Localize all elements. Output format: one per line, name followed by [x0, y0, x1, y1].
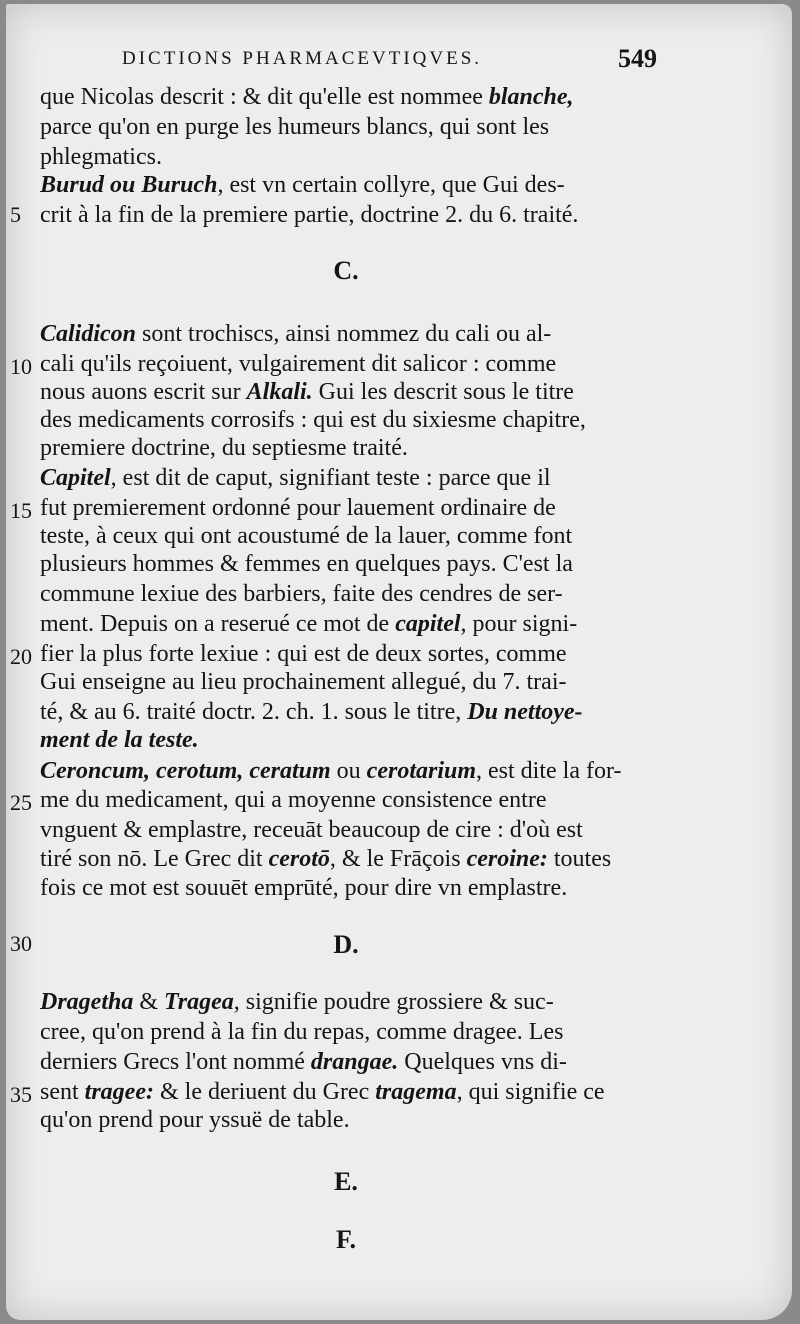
text-line — [40, 667, 660, 699]
margin-number: 20 — [10, 644, 32, 669]
term-text: drangae. — [310, 1049, 399, 1075]
body-text: té, & au 6. traité doctr. 2. ch. 1. sous le titre, — [40, 699, 468, 725]
body-text: Quelques vns di- — [398, 1049, 567, 1075]
body-text: commune lexiue des barbiers, faite des cendres de ser- — [40, 581, 563, 607]
body-text: que Nicolas descrit : & dit qu'elle est nommee — [40, 84, 489, 110]
page-header — [6, 44, 792, 78]
body-text: me du medicament, qui a moyenne consistence entre — [40, 787, 547, 813]
text-line — [40, 785, 660, 817]
text-line — [40, 112, 660, 144]
body-text: premiere doctrine, du septiesme traité. — [40, 435, 408, 461]
body-text: , pour signi- — [460, 611, 578, 637]
section-letter-e: E. — [334, 1167, 358, 1196]
body-text: Gui enseigne au lieu prochainement allegué, du 7. trai- — [40, 669, 567, 695]
body-text: , signifie poudre grossiere & suc- — [233, 989, 554, 1015]
section-letter-d: D. — [333, 930, 359, 959]
text-line — [40, 725, 660, 757]
body-text: fois ce mot est souuēt emprūté, pour dire vn emplastre. — [40, 875, 568, 901]
body-text: plusieurs hommes & femmes en quelques pays. C'est la — [40, 551, 573, 577]
body-text: vnguent & emplastre, receuāt beaucoup de cire : d'où est — [40, 817, 583, 843]
body-text: , est dit de caput, signifiant teste : parce que il — [110, 465, 551, 491]
text-line — [40, 1105, 660, 1137]
body-text: phlegmatics. — [40, 144, 162, 170]
body-text: fut premierement ordonné pour lauement ordinaire de — [40, 495, 556, 521]
term-text: Tragea — [164, 989, 234, 1015]
margin-number: 35 — [10, 1082, 32, 1107]
body-text: fier la plus forte lexiue : qui est de deux sortes, comme — [40, 641, 567, 667]
text-line — [40, 987, 660, 1019]
term-text: capitel — [395, 611, 461, 637]
body-text: nous auons escrit sur — [40, 379, 247, 405]
term-text: ceroine: — [466, 846, 548, 872]
text-line — [40, 756, 660, 788]
body-text: teste, à ceux qui ont acoustumé de la lauer, comme font — [40, 523, 573, 549]
body-text: tiré son nō. Le Grec dit — [40, 846, 269, 872]
text-line — [40, 609, 660, 641]
text-line — [40, 1047, 660, 1079]
body-text: toutes — [547, 846, 612, 872]
term-text: tragee: — [84, 1079, 154, 1105]
body-text: derniers Grecs l'ont nommé — [40, 1049, 311, 1075]
text-line — [40, 1017, 660, 1049]
body-text: crit à la fin de la premiere partie, doctrine 2. du 6. traité. — [40, 202, 579, 228]
text-line — [40, 200, 660, 232]
text-line — [40, 463, 660, 495]
body-text: , est vn certain collyre, que Gui des- — [217, 172, 565, 198]
term-text: Capitel — [40, 465, 111, 491]
body-text: , & le Frāçois — [329, 846, 467, 872]
text-line — [40, 433, 660, 465]
body-text: sent — [40, 1079, 85, 1105]
body-text: cree, qu'on prend à la fin du repas, comme dragee. Les — [40, 1019, 564, 1045]
text-line — [40, 873, 660, 905]
term-text: cerotō — [268, 846, 330, 872]
book-page — [6, 4, 792, 1320]
text-line — [40, 319, 660, 351]
body-text: Gui les descrit sous le titre — [312, 379, 574, 405]
margin-number: 5 — [10, 202, 21, 227]
margin-number: 15 — [10, 498, 32, 523]
term-text: cerotarium — [366, 758, 477, 784]
text-line — [40, 82, 660, 114]
text-line — [40, 815, 660, 847]
body-text: & le deriuent du Grec — [153, 1079, 376, 1105]
term-text: Du nettoye- — [467, 699, 583, 725]
term-text: tragema — [375, 1079, 457, 1105]
body-text: qu'on prend pour yssuë de table. — [40, 1107, 350, 1133]
body-text: sont trochiscs, ainsi nommez du cali ou al- — [136, 321, 552, 347]
term-text: ment de la teste. — [40, 727, 199, 753]
margin-number: 25 — [10, 790, 32, 815]
term-text: Calidicon — [40, 321, 137, 347]
body-text: ment. Depuis on a reserué ce mot de — [40, 611, 396, 637]
page-number: 549 — [618, 44, 657, 73]
body-text: cali qu'ils reçoiuent, vulgairement dit salicor : comme — [40, 351, 557, 377]
body-text: ou — [330, 758, 367, 784]
body-text: parce qu'on en purge les humeurs blancs, qui sont les — [40, 114, 550, 140]
body-text: , qui signifie ce — [456, 1079, 605, 1105]
margin-number: 10 — [10, 354, 32, 379]
text-line — [40, 549, 660, 581]
margin-number: 30 — [10, 931, 32, 956]
running-title: DICTIONS PHARMACEVTIQVES. — [122, 48, 483, 69]
text-line — [40, 170, 660, 202]
section-letter-c: C. — [333, 256, 359, 285]
term-text: blanche, — [488, 84, 574, 110]
term-text: Alkali. — [246, 379, 313, 405]
term-text: Burud ou Buruch — [40, 172, 218, 198]
body-text: des medicaments corrosifs : qui est du sixiesme chapitre, — [40, 407, 586, 433]
body-text: & — [133, 989, 165, 1015]
text-line — [40, 844, 660, 876]
term-text: Ceroncum, cerotum, ceratum — [40, 758, 331, 784]
section-letter-f: F. — [336, 1225, 356, 1254]
text-line — [40, 579, 660, 611]
term-text: Dragetha — [40, 989, 134, 1015]
body-text: , est dite la for- — [476, 758, 622, 784]
